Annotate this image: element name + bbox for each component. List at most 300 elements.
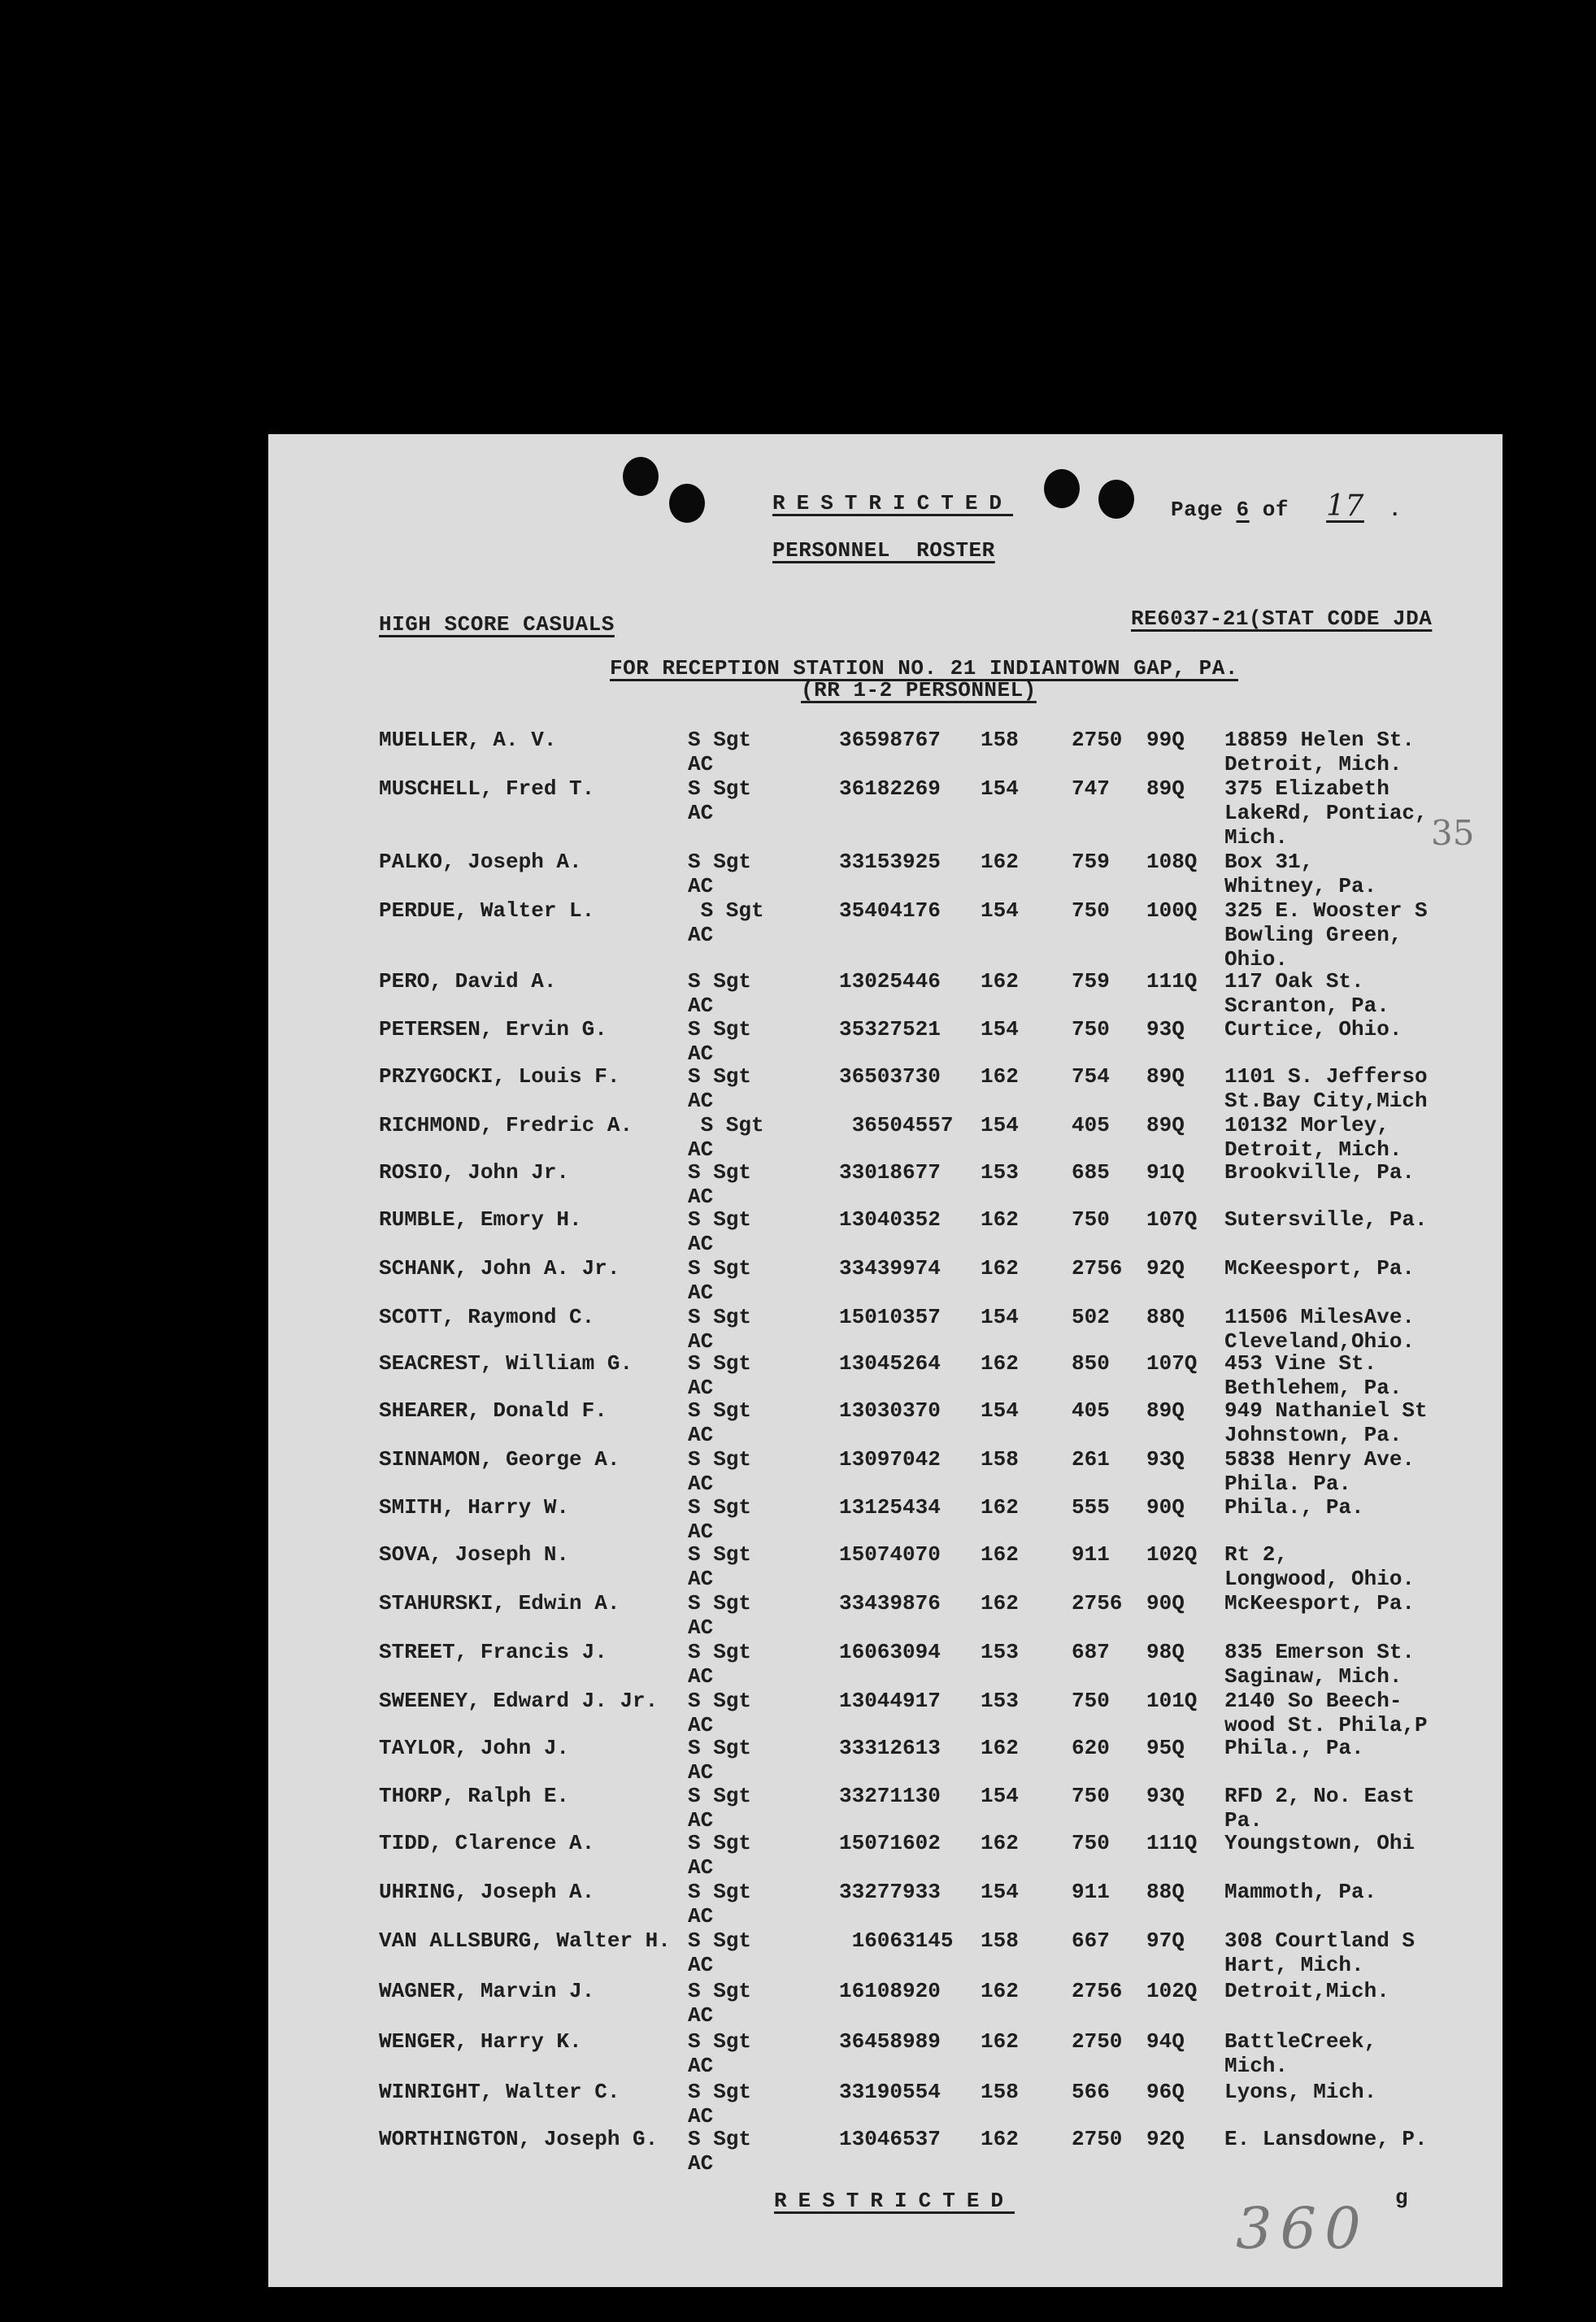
serial-cell: 33439974 <box>839 1256 941 1281</box>
qualification-cell: 96Q <box>1146 2080 1185 2104</box>
mos-cell: 759 <box>1072 850 1110 874</box>
serial-cell: 36598767 <box>839 728 941 752</box>
branch-cell: AC <box>688 1713 714 1737</box>
rank-cell: S Sgt <box>688 1447 752 1472</box>
mos-cell: 750 <box>1072 1784 1110 1808</box>
restricted-footer: RESTRICTED <box>774 2189 1015 2213</box>
score-cell: 162 <box>981 1979 1019 2003</box>
serial-cell: 13045264 <box>839 1351 941 1376</box>
subtitle: (RR 1-2 PERSONNEL) <box>801 678 1037 702</box>
branch-cell: AC <box>688 1664 714 1689</box>
score-cell: 162 <box>981 1256 1019 1281</box>
address-cell <box>1224 2029 1376 2078</box>
branch-cell: AC <box>688 752 714 776</box>
serial-cell: 36182269 <box>839 776 941 801</box>
page-total: 17 <box>1326 489 1364 523</box>
score-cell: 154 <box>981 1017 1019 1041</box>
table-row <box>379 1495 1501 1544</box>
address-cell <box>1224 969 1389 1018</box>
branch-cell: AC <box>688 1423 714 1447</box>
name-cell: PETERSEN, Ervin G. <box>379 1017 607 1041</box>
name-cell: TIDD, Clarence A. <box>379 1831 595 1855</box>
qualification-cell: 111Q <box>1146 969 1198 994</box>
mos-cell: 667 <box>1072 1928 1110 1953</box>
address-line: 835 Emerson St. <box>1224 1640 1416 1664</box>
address-cell <box>1224 1831 1415 1855</box>
address-cell <box>1224 1113 1402 1162</box>
qualification-cell: 101Q <box>1146 1689 1198 1713</box>
name-cell: PRZYGOCKI, Louis F. <box>379 1064 620 1089</box>
serial-cell: 16063145 <box>839 1928 954 1953</box>
table-row <box>379 1880 1501 1928</box>
name-cell: VAN ALLSBURG, Walter H. <box>379 1928 671 1953</box>
qualification-cell: 89Q <box>1146 1113 1185 1137</box>
mos-cell: 750 <box>1072 1831 1110 1855</box>
mos-cell: 759 <box>1072 969 1110 994</box>
table-row <box>379 1256 1501 1305</box>
serial-cell: 33153925 <box>839 850 941 874</box>
mos-cell: 750 <box>1072 898 1110 923</box>
qualification-cell: 100Q <box>1146 898 1198 923</box>
address-line: St.Bay City,Mich <box>1224 1089 1428 1113</box>
address-cell <box>1224 1160 1415 1185</box>
serial-cell: 33439876 <box>839 1591 941 1615</box>
name-cell: TAYLOR, John J. <box>379 1736 570 1760</box>
punch-hole <box>623 457 659 496</box>
address-line: Detroit, Mich. <box>1224 752 1402 776</box>
address-line: 117 Oak St. <box>1224 969 1364 994</box>
mos-cell: 405 <box>1072 1398 1110 1423</box>
address-cell <box>1224 2127 1428 2151</box>
serial-cell: 35404176 <box>839 898 941 923</box>
score-cell: 154 <box>981 1305 1019 1329</box>
qualification-cell: 90Q <box>1146 1591 1185 1615</box>
name-cell: SMITH, Harry W. <box>379 1495 570 1520</box>
table-row <box>379 1689 1501 1737</box>
branch-cell: AC <box>688 1376 714 1400</box>
mos-cell: 911 <box>1072 1880 1110 1904</box>
address-cell <box>1224 1689 1428 1737</box>
branch-cell: AC <box>688 923 714 947</box>
qualification-cell: 88Q <box>1146 1880 1185 1904</box>
name-cell: STREET, Francis J. <box>379 1640 607 1664</box>
table-row <box>379 1113 1501 1162</box>
mos-cell: 2756 <box>1072 1256 1123 1281</box>
address-line: Brookville, Pa. <box>1224 1160 1416 1185</box>
rank-cell: S Sgt <box>688 1064 752 1089</box>
rank-cell: S Sgt <box>688 1640 752 1664</box>
name-cell: SHEARER, Donald F. <box>379 1398 607 1423</box>
qualification-cell: 108Q <box>1146 850 1198 874</box>
address-line: 5838 Henry Ave. <box>1224 1447 1416 1472</box>
serial-cell: 36503730 <box>839 1064 941 1089</box>
branch-cell: AC <box>688 1089 714 1113</box>
name-cell: STAHURSKI, Edwin A. <box>379 1591 620 1615</box>
score-cell: 162 <box>981 1495 1019 1520</box>
table-row <box>379 1640 1501 1689</box>
branch-cell: AC <box>688 2151 714 2176</box>
page-indicator: Page 6 of 17 . <box>1171 489 1402 523</box>
branch-cell: AC <box>688 2003 714 2028</box>
mos-cell: 2756 <box>1072 1979 1123 2003</box>
rank-cell: S Sgt <box>688 1160 752 1185</box>
address-line: McKeesport, Pa. <box>1224 1591 1416 1615</box>
address-line: Longwood, Ohio. <box>1224 1567 1416 1591</box>
rank-cell: S Sgt <box>688 2127 752 2151</box>
restricted-header: RESTRICTED <box>772 491 1014 515</box>
rank-cell: S Sgt <box>688 1591 752 1615</box>
qualification-cell: 93Q <box>1146 1447 1185 1472</box>
branch-cell: AC <box>688 1472 714 1496</box>
qualification-cell: 88Q <box>1146 1305 1185 1329</box>
name-cell: SOVA, Joseph N. <box>379 1542 570 1567</box>
rank-cell: S Sgt <box>688 2029 752 2054</box>
address-line: Detroit, Mich. <box>1224 1137 1402 1162</box>
address-line: Youngstown, Ohi <box>1224 1831 1416 1855</box>
address-line: wood St. Phila,P <box>1224 1713 1428 1737</box>
score-cell: 154 <box>981 1784 1019 1808</box>
address-cell <box>1224 776 1428 850</box>
qualification-cell: 92Q <box>1146 2127 1185 2151</box>
address-cell <box>1224 1784 1415 1833</box>
page-label: Page <box>1171 498 1224 522</box>
rank-cell: S Sgt <box>688 1017 752 1041</box>
address-line: 325 E. Wooster S <box>1224 898 1428 923</box>
name-cell: RICHMOND, Fredric A. <box>379 1113 633 1137</box>
score-cell: 162 <box>981 2127 1019 2151</box>
address-line: Rt 2, <box>1224 1542 1289 1567</box>
mos-cell: 911 <box>1072 1542 1110 1567</box>
branch-cell: AC <box>688 1232 714 1256</box>
punch-hole <box>669 484 705 523</box>
qualification-cell: 91Q <box>1146 1160 1185 1185</box>
serial-cell: 15010357 <box>839 1305 941 1329</box>
rank-cell: S Sgt <box>688 776 752 801</box>
table-row <box>379 850 1501 898</box>
branch-cell: AC <box>688 2104 714 2128</box>
address-cell <box>1224 1064 1428 1113</box>
branch-cell: AC <box>688 801 714 825</box>
table-row <box>379 1351 1501 1400</box>
score-cell: 162 <box>981 2029 1019 2054</box>
qualification-cell: 90Q <box>1146 1495 1185 1520</box>
address-cell <box>1224 1591 1415 1615</box>
serial-cell: 13125434 <box>839 1495 941 1520</box>
mos-cell: 2750 <box>1072 2127 1123 2151</box>
table-row <box>379 728 1501 776</box>
table-row <box>379 2029 1501 2078</box>
table-row <box>379 2127 1501 2176</box>
qualification-cell: 98Q <box>1146 1640 1185 1664</box>
address-line: Johnstown, Pa. <box>1224 1423 1402 1447</box>
address-line: Whitney, Pa. <box>1224 874 1377 898</box>
serial-cell: 33190554 <box>839 2080 941 2104</box>
name-cell: WORTHINGTON, Joseph G. <box>379 2127 659 2151</box>
rank-cell: S Sgt <box>688 1831 752 1855</box>
page-of: of <box>1262 498 1289 522</box>
mos-cell: 687 <box>1072 1640 1110 1664</box>
table-row <box>379 1160 1501 1209</box>
rank-cell: S Sgt <box>688 1689 752 1713</box>
score-cell: 153 <box>981 1689 1019 1713</box>
page-number: 6 <box>1236 498 1250 522</box>
address-line: McKeesport, Pa. <box>1224 1256 1416 1281</box>
serial-cell: 13046537 <box>839 2127 941 2151</box>
rank-cell: S Sgt <box>688 2080 752 2104</box>
address-line: Phila., Pa. <box>1224 1495 1364 1520</box>
table-row <box>379 2080 1501 2128</box>
table-row <box>379 1447 1501 1496</box>
score-cell: 154 <box>981 776 1019 801</box>
serial-cell: 13044917 <box>839 1689 941 1713</box>
address-line: 453 Vine St. <box>1224 1351 1377 1376</box>
mos-cell: 620 <box>1072 1736 1110 1760</box>
branch-cell: AC <box>688 1760 714 1785</box>
branch-cell: AC <box>688 1567 714 1591</box>
address-cell <box>1224 1017 1402 1041</box>
address-line: Mich. <box>1224 825 1289 850</box>
name-cell: WENGER, Harry K. <box>379 2029 582 2054</box>
qualification-cell: 92Q <box>1146 1256 1185 1281</box>
name-cell: PERO, David A. <box>379 969 557 994</box>
mos-cell: 747 <box>1072 776 1110 801</box>
serial-cell: 33312613 <box>839 1736 941 1760</box>
address-line: Phila. Pa. <box>1224 1472 1352 1496</box>
qualification-cell: 93Q <box>1146 1784 1185 1808</box>
address-line: 375 Elizabeth <box>1224 776 1389 801</box>
footer-mark: g <box>1395 2185 1409 2210</box>
score-cell: 162 <box>981 1351 1019 1376</box>
qualification-cell: 89Q <box>1146 1398 1185 1423</box>
address-cell <box>1224 2080 1376 2104</box>
qualification-cell: 107Q <box>1146 1207 1198 1232</box>
qualification-cell: 93Q <box>1146 1017 1185 1041</box>
table-row <box>379 1979 1501 2028</box>
address-cell <box>1224 1305 1415 1354</box>
qualification-cell: 89Q <box>1146 776 1185 801</box>
table-row <box>379 1207 1501 1256</box>
address-line: Lyons, Mich. <box>1224 2080 1377 2104</box>
rank-cell: S Sgt <box>688 1784 752 1808</box>
mos-cell: 2750 <box>1072 728 1123 752</box>
address-cell <box>1224 1495 1364 1520</box>
rank-cell: S Sgt <box>688 728 752 752</box>
serial-cell: 13040352 <box>839 1207 941 1232</box>
address-line: Scranton, Pa. <box>1224 994 1389 1018</box>
rank-cell: S Sgt <box>688 1398 752 1423</box>
handwritten-number: 360 <box>1236 2195 1369 2262</box>
branch-cell: AC <box>688 1041 714 1066</box>
qualification-cell: 107Q <box>1146 1351 1198 1376</box>
mos-cell: 566 <box>1072 2080 1110 2104</box>
address-line: Detroit,Mich. <box>1224 1979 1389 2003</box>
table-row <box>379 1784 1501 1833</box>
score-cell: 162 <box>981 1591 1019 1615</box>
qualification-cell: 102Q <box>1146 1542 1198 1567</box>
qualification-cell: 89Q <box>1146 1064 1185 1089</box>
serial-cell: 33271130 <box>839 1784 941 1808</box>
address-cell <box>1224 850 1376 898</box>
address-line: Cleveland,Ohio. <box>1224 1329 1416 1354</box>
roster-title: PERSONNEL ROSTER <box>772 538 995 563</box>
mos-cell: 2756 <box>1072 1591 1123 1615</box>
address-cell <box>1224 1351 1402 1400</box>
branch-cell: AC <box>688 2054 714 2078</box>
table-row <box>379 1064 1501 1113</box>
rank-cell: S Sgt <box>688 1256 752 1281</box>
serial-cell: 35327521 <box>839 1017 941 1041</box>
qualification-cell: 99Q <box>1146 728 1185 752</box>
serial-cell: 16108920 <box>839 1979 941 2003</box>
table-row <box>379 1736 1501 1785</box>
rank-cell: S Sgt <box>688 969 752 994</box>
rank-cell: S Sgt <box>688 1542 752 1567</box>
qualification-cell: 97Q <box>1146 1928 1185 1953</box>
score-cell: 153 <box>981 1160 1019 1185</box>
name-cell: UHRING, Joseph A. <box>379 1880 595 1904</box>
branch-cell: AC <box>688 1904 714 1928</box>
serial-cell: 13025446 <box>839 969 941 994</box>
rank-cell: S Sgt <box>688 898 764 923</box>
branch-cell: AC <box>688 1953 714 1977</box>
rank-cell: S Sgt <box>688 1928 752 1953</box>
branch-cell: AC <box>688 1185 714 1209</box>
address-line: 949 Nathaniel St <box>1224 1398 1428 1423</box>
serial-cell: 13097042 <box>839 1447 941 1472</box>
address-cell <box>1224 1398 1428 1447</box>
score-cell: 154 <box>981 1113 1019 1137</box>
address-line: 1101 S. Jefferso <box>1224 1064 1428 1089</box>
mos-cell: 850 <box>1072 1351 1110 1376</box>
name-cell: RUMBLE, Emory H. <box>379 1207 582 1232</box>
serial-cell: 36504557 <box>839 1113 954 1137</box>
rank-cell: S Sgt <box>688 1979 752 2003</box>
name-cell: PERDUE, Walter L. <box>379 898 595 923</box>
mos-cell: 555 <box>1072 1495 1110 1520</box>
score-cell: 154 <box>981 898 1019 923</box>
address-line: Mich. <box>1224 2054 1289 2078</box>
punch-hole <box>1044 469 1080 508</box>
name-cell: ROSIO, John Jr. <box>379 1160 570 1185</box>
serial-cell: 13030370 <box>839 1398 941 1423</box>
branch-cell: AC <box>688 1329 714 1354</box>
name-cell: SEACREST, William G. <box>379 1351 633 1376</box>
qualification-cell: 94Q <box>1146 2029 1185 2054</box>
branch-cell: AC <box>688 1855 714 1880</box>
address-line: Sutersville, Pa. <box>1224 1207 1428 1232</box>
score-cell: 158 <box>981 1928 1019 1953</box>
rank-cell: S Sgt <box>688 1351 752 1376</box>
address-line: Saginaw, Mich. <box>1224 1664 1402 1689</box>
address-line: 11506 MilesAve. <box>1224 1305 1416 1329</box>
score-cell: 153 <box>981 1640 1019 1664</box>
branch-cell: AC <box>688 1281 714 1305</box>
address-cell <box>1224 1447 1415 1496</box>
name-cell: MUSCHELL, Fred T. <box>379 776 595 801</box>
mos-cell: 685 <box>1072 1160 1110 1185</box>
address-cell <box>1224 1640 1415 1689</box>
score-cell: 162 <box>981 1542 1019 1567</box>
address-line: Hart, Mich. <box>1224 1953 1364 1977</box>
serial-cell: 16063094 <box>839 1640 941 1664</box>
name-cell: THORP, Ralph E. <box>379 1784 570 1808</box>
address-cell <box>1224 728 1415 776</box>
address-line: 10132 Morley, <box>1224 1113 1389 1137</box>
mos-cell: 750 <box>1072 1017 1110 1041</box>
mos-cell: 750 <box>1072 1689 1110 1713</box>
address-cell <box>1224 1880 1376 1904</box>
address-line: 18859 Helen St. <box>1224 728 1416 752</box>
branch-cell: AC <box>688 1808 714 1833</box>
rank-cell: S Sgt <box>688 850 752 874</box>
table-row <box>379 1398 1501 1447</box>
address-cell <box>1224 1979 1389 2003</box>
score-cell: 158 <box>981 2080 1019 2104</box>
branch-cell: AC <box>688 1520 714 1544</box>
table-row <box>379 1591 1501 1640</box>
branch-cell: AC <box>688 1137 714 1162</box>
mos-cell: 754 <box>1072 1064 1110 1089</box>
score-cell: 162 <box>981 850 1019 874</box>
name-cell: PALKO, Joseph A. <box>379 850 582 874</box>
qualification-cell: 102Q <box>1146 1979 1198 2003</box>
address-cell <box>1224 1542 1415 1591</box>
address-line: Curtice, Ohio. <box>1224 1017 1402 1041</box>
qualification-cell: 95Q <box>1146 1736 1185 1760</box>
score-cell: 162 <box>981 1064 1019 1089</box>
group-title: HIGH SCORE CASUALS <box>379 612 615 637</box>
rank-cell: S Sgt <box>688 1113 764 1137</box>
name-cell: WAGNER, Marvin J. <box>379 1979 595 2003</box>
name-cell: SINNAMON, George A. <box>379 1447 620 1472</box>
destination: FOR RECEPTION STATION NO. 21 INDIANTOWN GAP, PA. <box>610 656 1238 681</box>
name-cell: SWEENEY, Edward J. Jr. <box>379 1689 659 1713</box>
score-cell: 162 <box>981 1736 1019 1760</box>
rank-cell: S Sgt <box>688 1207 752 1232</box>
name-cell: MUELLER, A. V. <box>379 728 557 752</box>
name-cell: WINRIGHT, Walter C. <box>379 2080 620 2104</box>
branch-cell: AC <box>688 874 714 898</box>
branch-cell: AC <box>688 1615 714 1640</box>
rank-cell: S Sgt <box>688 1880 752 1904</box>
address-line: Box 31, <box>1224 850 1314 874</box>
address-line: Mammoth, Pa. <box>1224 1880 1377 1904</box>
score-cell: 158 <box>981 728 1019 752</box>
serial-cell: 33277933 <box>839 1880 941 1904</box>
score-cell: 162 <box>981 1207 1019 1232</box>
serial-cell: 33018677 <box>839 1160 941 1185</box>
punch-hole <box>1098 480 1134 519</box>
address-cell <box>1224 1928 1415 1977</box>
name-cell: SCOTT, Raymond C. <box>379 1305 595 1329</box>
address-line: BattleCreek, <box>1224 2029 1377 2054</box>
score-cell: 154 <box>981 1398 1019 1423</box>
mos-cell: 750 <box>1072 1207 1110 1232</box>
score-cell: 162 <box>981 1831 1019 1855</box>
address-line: Bethlehem, Pa. <box>1224 1376 1402 1400</box>
address-line: RFD 2, No. East <box>1224 1784 1416 1808</box>
address-cell <box>1224 898 1428 972</box>
stat-code: RE6037-21(STAT CODE JDA <box>1131 607 1433 631</box>
serial-cell: 15071602 <box>839 1831 941 1855</box>
address-line: Bowling Green, <box>1224 923 1402 947</box>
serial-cell: 15074070 <box>839 1542 941 1567</box>
name-cell: SCHANK, John A. Jr. <box>379 1256 620 1281</box>
table-row <box>379 1928 1501 1977</box>
rank-cell: S Sgt <box>688 1495 752 1520</box>
score-cell: 162 <box>981 969 1019 994</box>
side-stamp: 35 <box>1431 813 1475 853</box>
